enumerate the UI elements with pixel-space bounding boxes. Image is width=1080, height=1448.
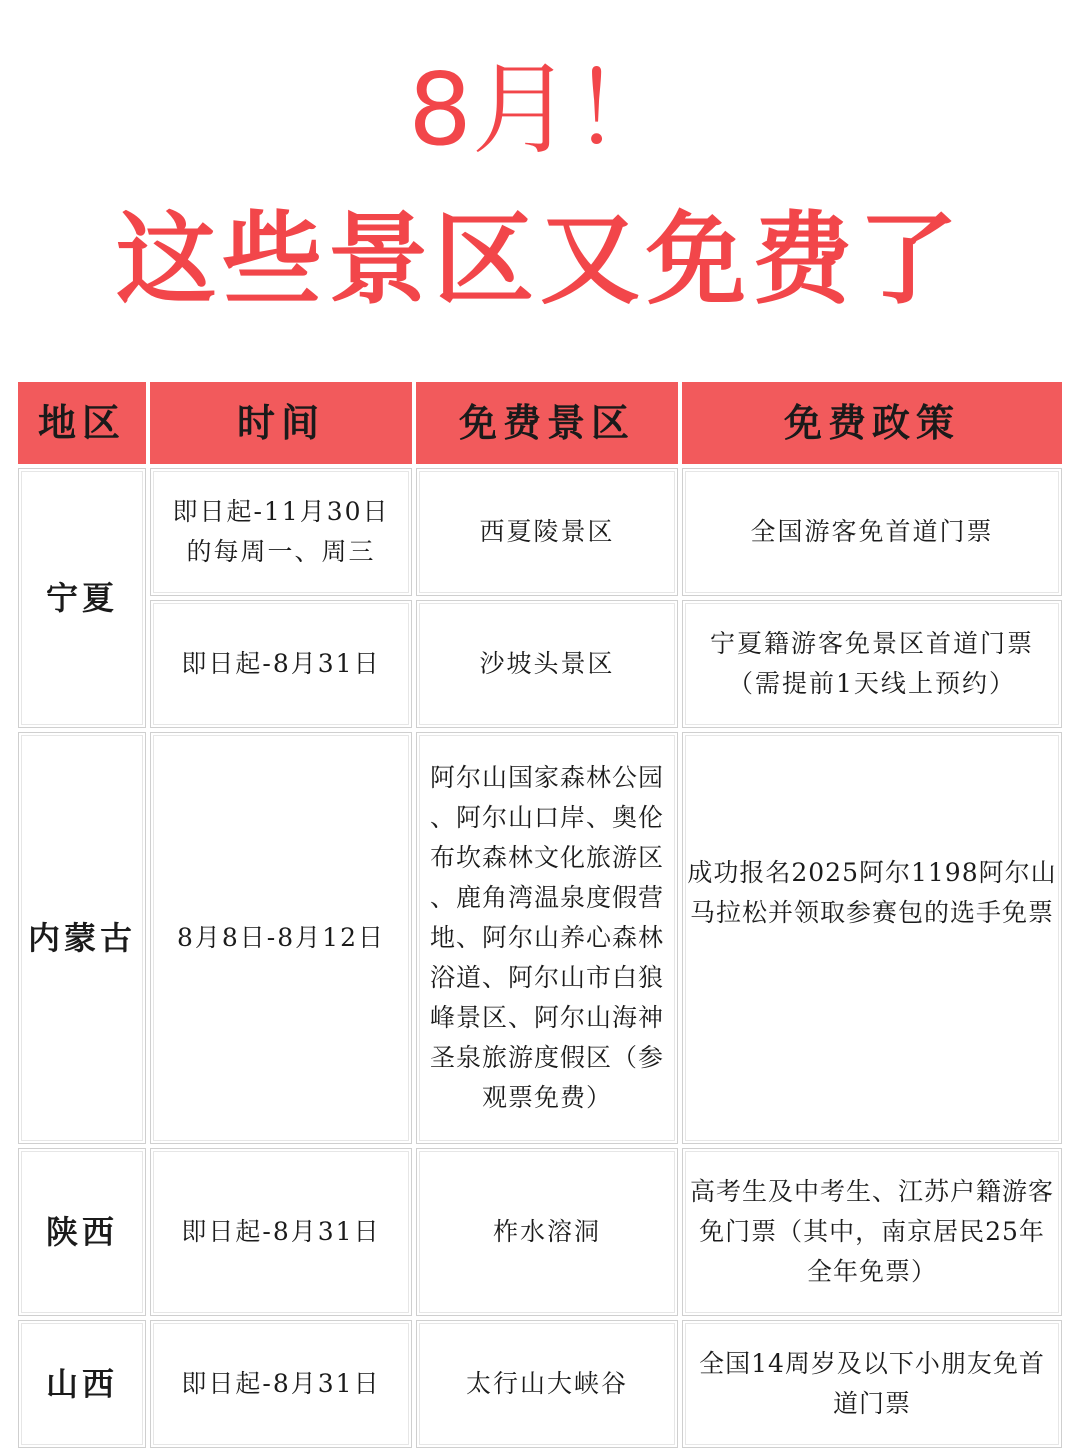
policy-text: 高考生及中考生、江苏户籍游客免门票（其中，南京居民25年全年免票）: [689, 1177, 1054, 1286]
spot-cell: [416, 1320, 678, 1448]
time-cell: [150, 468, 412, 596]
spot-cell: [416, 600, 678, 728]
region-shaanxi: 陕西: [18, 1148, 146, 1316]
spot-text: 柞水溶洞: [492, 1217, 601, 1246]
policy-text: 宁夏籍游客免景区首道门票（需提前1天线上预约）: [709, 629, 1034, 698]
region-shanxi: 山西: [18, 1320, 146, 1448]
header-policy: 免费政策: [682, 382, 1062, 464]
time-text: 即日起-8月31日: [181, 649, 381, 678]
header-region: 地区: [18, 382, 146, 464]
header-spot: 免费景区: [416, 382, 678, 464]
time-cell: [150, 1320, 412, 1448]
page-title-line2: 这些景区又免费了: [116, 201, 964, 318]
time-text: 即日起-11月30日的每周一、周三: [172, 497, 390, 566]
time-text: 即日起-8月31日: [181, 1369, 381, 1398]
spot-text: 沙坡头景区: [479, 649, 615, 678]
spot-cell: [416, 1148, 678, 1316]
policy-text: 成功报名2025阿尔1198阿尔山马拉松并领取参赛包的选手免票: [687, 858, 1057, 927]
spot-cell: [416, 468, 678, 596]
spot-text: 阿尔山国家森林公园 、阿尔山口岸、奥伦布坎森林文化旅游区 、鹿角湾温泉度假营地、阿尔山养心森林浴道、阿尔山市白狼峰景区、阿尔山海神圣泉旅游度假区（参观票免费）: [429, 763, 664, 1112]
spot-text: 太行山大峡谷: [465, 1369, 628, 1398]
policy-cell: [682, 732, 1062, 1144]
policy-text: 全国游客免首道门票: [750, 517, 994, 546]
time-text: 8月8日-8月12日: [177, 923, 385, 952]
policy-cell: [682, 600, 1062, 728]
policy-text: 全国14周岁及以下小朋友免首道门票: [699, 1349, 1045, 1418]
policy-cell: [682, 1148, 1062, 1316]
region-ningxia: 宁夏: [18, 468, 146, 728]
spot-text: 西夏陵景区: [479, 517, 615, 546]
page-title-line1: 8月！: [408, 51, 672, 168]
time-cell: [150, 732, 412, 1144]
header-time: 时间: [150, 382, 412, 464]
time-cell: [150, 1148, 412, 1316]
region-inner-mongolia: 内蒙古: [18, 732, 146, 1144]
spot-cell: [416, 732, 678, 1144]
policy-cell: [682, 1320, 1062, 1448]
time-cell: [150, 600, 412, 728]
policy-cell: [682, 468, 1062, 596]
time-text: 即日起-8月31日: [181, 1217, 381, 1246]
